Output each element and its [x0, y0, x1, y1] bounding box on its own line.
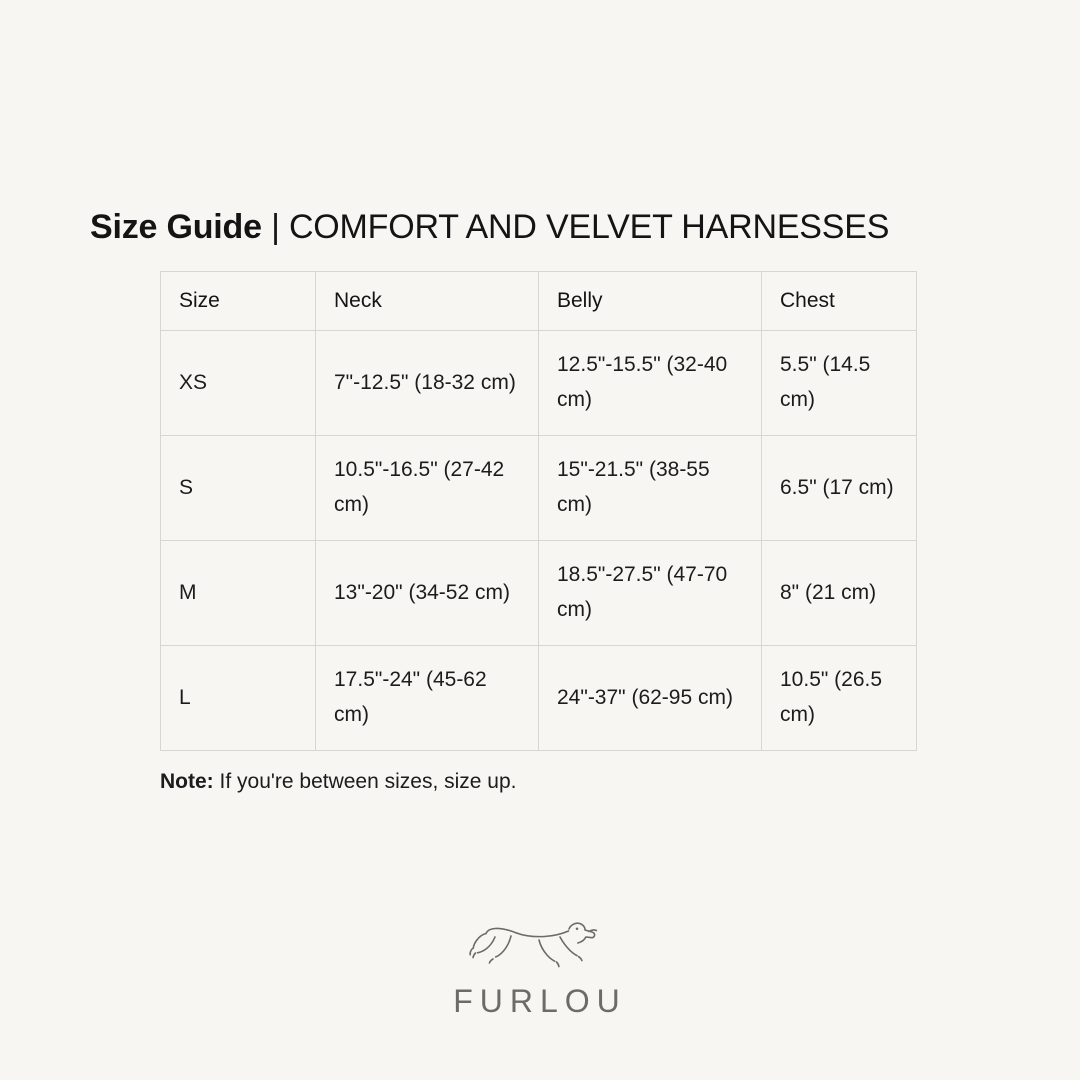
- cell-size: S: [161, 436, 316, 541]
- cell-belly: 12.5"-15.5" (32-40 cm): [539, 331, 762, 436]
- cell-chest: 5.5" (14.5 cm): [762, 331, 917, 436]
- cell-neck: 17.5"-24" (45-62 cm): [316, 646, 539, 751]
- table-row: [161, 436, 917, 541]
- cell-chest: 6.5" (17 cm): [762, 436, 917, 541]
- size-table: [160, 271, 917, 751]
- cell-size: L: [161, 646, 316, 751]
- cell-belly: 18.5"-27.5" (47-70 cm): [539, 541, 762, 646]
- cell-neck: 13"-20" (34-52 cm): [316, 541, 539, 646]
- column-header-neck: Neck: [316, 272, 539, 331]
- note-text: If you're between sizes, size up.: [213, 770, 517, 793]
- column-header-chest: Chest: [762, 272, 917, 331]
- brand-footer: [0, 915, 1080, 1020]
- page-title-regular: COMFORT AND VELVET HARNESSES: [288, 208, 890, 246]
- cell-neck: 10.5"-16.5" (27-42 cm): [316, 436, 539, 541]
- cell-size: XS: [161, 331, 316, 436]
- cell-neck: 7"-12.5" (18-32 cm): [316, 331, 539, 436]
- table-header-row: [161, 272, 917, 331]
- page-title: [90, 208, 889, 247]
- cell-chest: 10.5" (26.5 cm): [762, 646, 917, 751]
- cell-size: M: [161, 541, 316, 646]
- column-header-size: Size: [161, 272, 316, 331]
- size-table-container: [160, 271, 916, 751]
- cell-chest: 8" (21 cm): [762, 541, 917, 646]
- running-dog-icon: [465, 915, 615, 977]
- note: [160, 770, 517, 794]
- page-title-separator: |: [261, 208, 289, 246]
- table-row: [161, 646, 917, 751]
- table-row: [161, 541, 917, 646]
- column-header-belly: Belly: [539, 272, 762, 331]
- note-label: Note:: [160, 770, 214, 793]
- cell-belly: 24"-37" (62-95 cm): [539, 646, 762, 751]
- brand-wordmark: FURLOU: [453, 983, 627, 1019]
- table-row: [161, 331, 917, 436]
- cell-belly: 15"-21.5" (38-55 cm): [539, 436, 762, 541]
- page-title-bold: Size Guide: [90, 208, 262, 246]
